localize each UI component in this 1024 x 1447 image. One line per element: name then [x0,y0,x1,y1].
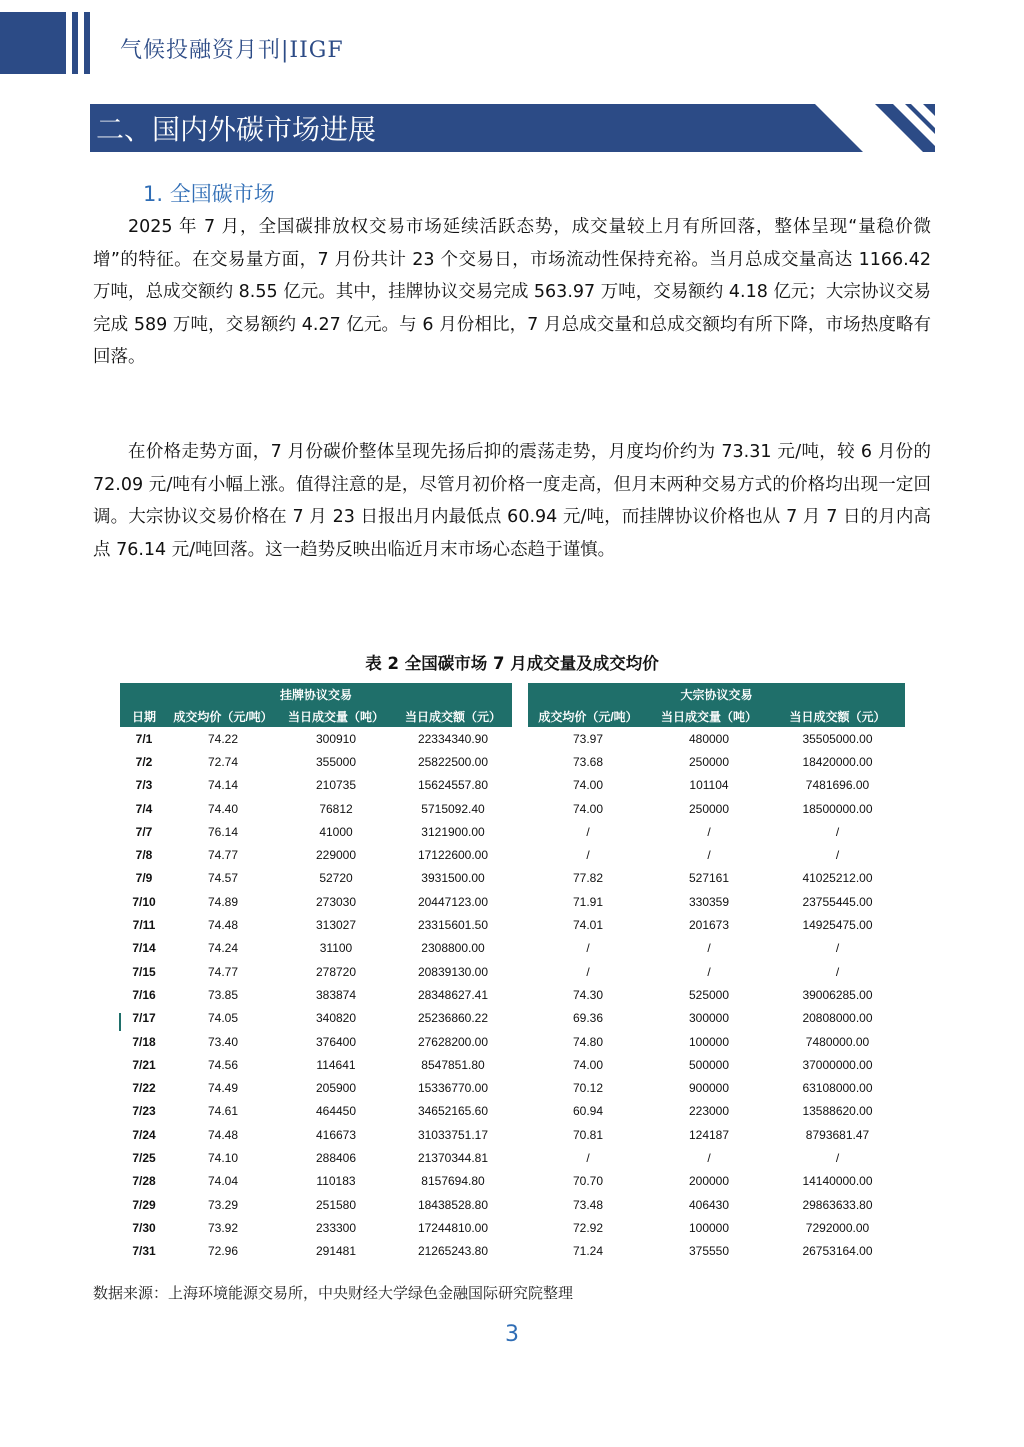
table-cell: 71.24 [572,1244,604,1259]
col-header-listed-price: 成交均价（元/吨） [168,705,278,727]
subsection-title: 1. 全国碳市场 [143,182,275,206]
table-cell: 205900 [315,1081,357,1096]
col-header-block-price: 成交均价（元/吨） [528,705,648,727]
table-cell: 31100 [319,941,353,956]
table-row [120,867,905,890]
table-cell: 250000 [688,754,730,769]
table-cell: 375550 [688,1244,730,1259]
table-row [120,1216,905,1239]
col-header-listed-amount: 当日成交额（元） [394,705,512,727]
table-cell: 464450 [315,1104,357,1119]
table-cell: 7480000.00 [805,1034,870,1049]
table-cell: 29863633.80 [802,1197,873,1212]
table-cell: 74.49 [207,1081,239,1096]
table-cell: 41025212.00 [802,871,873,886]
row-date: 7/15 [132,964,156,979]
table-edge-mark [119,1013,121,1031]
table-cell: 31033751.17 [417,1127,489,1142]
table-cell: 27628200.00 [417,1034,489,1049]
row-date: 7/10 [132,894,156,909]
table-cell: 41000 [319,824,353,839]
table-cell: 5715092.40 [421,801,485,816]
table-cell: 74.24 [207,941,239,956]
table-cell: 74.48 [207,1127,239,1142]
table-cell: 25822500.00 [417,754,489,769]
row-date: 7/2 [135,754,153,769]
carbon-market-table [120,683,905,1263]
table-cell: 74.00 [572,778,604,793]
table-column-header [120,705,905,727]
table-cell: 17122600.00 [417,848,489,863]
table-row [120,843,905,866]
table-cell: / [835,964,840,979]
table-cell: 23315601.50 [417,918,489,933]
table-cell: 291481 [315,1244,357,1259]
table-cell: 416673 [315,1127,357,1142]
table-cell: 20839130.00 [417,964,489,979]
table-cell: 21265243.80 [417,1244,489,1259]
table-cell: 74.77 [207,848,239,863]
table-cell: 300000 [688,1011,730,1026]
col-header-listed-volume: 当日成交量（吨） [278,705,394,727]
table-row [120,913,905,936]
row-date: 7/7 [135,824,153,839]
table-cell: 73.85 [207,987,239,1002]
table-cell: 70.12 [572,1081,604,1096]
table-cell: 74.30 [572,987,604,1002]
table-cell: 2308800.00 [421,941,485,956]
col-header-block-volume: 当日成交量（吨） [648,705,770,727]
table-group-header [120,683,905,705]
table-cell: 70.70 [572,1174,604,1189]
table-row [120,820,905,843]
table-cell: 37000000.00 [802,1057,873,1072]
table-row [120,1053,905,1076]
table-cell: / [586,1150,590,1165]
table-cell: / [707,824,711,839]
table-cell: / [586,941,590,956]
section-title: 二、国内外碳市场进展 [96,113,377,146]
table-cell: 100000 [688,1220,730,1235]
row-date: 7/21 [132,1057,156,1072]
table-cell: 330359 [688,894,730,909]
table-cell: 73.48 [572,1197,604,1212]
table-row [120,937,905,960]
table-cell: 20808000.00 [802,1011,873,1026]
table-row [120,1170,905,1193]
table-cell: 114641 [316,1057,356,1072]
table-cell: 229000 [315,848,357,863]
row-date: 7/11 [132,918,156,933]
table-cell: 18500000.00 [802,801,873,816]
table-cell: 73.29 [207,1197,239,1212]
table-cell: 233300 [315,1220,357,1235]
table-cell: 72.96 [207,1244,239,1259]
table-row [120,1240,905,1263]
table-cell: 406430 [688,1197,730,1212]
table-cell: 124187 [688,1127,730,1142]
row-date: 7/29 [132,1197,156,1212]
table-cell: 34652165.60 [417,1104,489,1119]
table-cell: 22334340.90 [417,731,489,746]
table-row [120,774,905,797]
row-date: 7/9 [135,871,153,886]
row-date: 7/31 [132,1244,156,1259]
table-cell: 340820 [315,1011,357,1026]
table-cell: 74.77 [207,964,239,979]
table-cell: 210735 [315,778,357,793]
row-date: 7/17 [132,1011,156,1026]
table-row [120,1007,905,1030]
table-cell: 527161 [688,871,730,886]
table-cell: 101104 [689,778,729,793]
table-cell: / [707,848,711,863]
table-cell: 76.14 [207,824,239,839]
table-cell: 300910 [315,731,357,746]
section-banner [90,104,935,152]
table-cell: 376400 [315,1034,357,1049]
table-cell: 3931500.00 [421,871,485,886]
table-cell: 525000 [688,987,730,1002]
table-cell: / [707,941,711,956]
table-cell: 26753164.00 [802,1244,873,1259]
table-cell: 8793681.47 [805,1127,870,1142]
row-date: 7/30 [132,1220,156,1235]
table-cell: / [835,941,840,956]
table-cell: 69.36 [572,1011,604,1026]
table-cell: 70.81 [572,1127,604,1142]
table-row [120,983,905,1006]
table-cell: 313027 [315,918,357,933]
table-cell: 250000 [688,801,730,816]
table-cell: 72.74 [207,754,239,769]
table-cell: 7292000.00 [805,1220,870,1235]
table-row [120,797,905,820]
table-cell: 74.05 [207,1011,239,1026]
table-cell: / [586,964,590,979]
table-cell: / [707,964,711,979]
table-cell: 74.40 [207,801,239,816]
table-cell: 73.92 [207,1220,239,1235]
table-cell: / [835,824,840,839]
table-cell: 8157694.80 [421,1174,485,1189]
table-cell: 223000 [688,1104,730,1119]
table-cell: 20447123.00 [417,894,489,909]
table-row [120,1146,905,1169]
table-cell: 355000 [315,754,357,769]
table-cell: 383874 [315,987,357,1002]
table-cell: 15336770.00 [417,1081,489,1096]
table-cell: 74.01 [572,918,604,933]
data-source-note: 数据来源：上海环境能源交易所，中央财经大学绿色金融国际研究院整理 [93,1284,574,1302]
row-date: 7/22 [132,1081,156,1096]
row-date: 7/8 [135,848,153,863]
table-cell: 14925475.00 [802,918,873,933]
table-row [120,1076,905,1099]
table-row [120,1123,905,1146]
table-cell: 17244810.00 [417,1220,489,1235]
table-row [120,727,905,750]
table-cell: 18438528.80 [417,1197,489,1212]
table-cell: 3121900.00 [421,824,485,839]
table-row [120,890,905,913]
table-cell: 500000 [688,1057,730,1072]
row-date: 7/24 [132,1127,156,1142]
row-date: 7/18 [132,1034,156,1049]
table-cell: 13588620.00 [802,1104,873,1119]
table-cell: 39006285.00 [802,987,873,1002]
table-cell: 71.91 [572,894,604,909]
table-cell: 15624557.80 [417,778,489,793]
header-title: 气候投融资月刊|IIGF [120,38,344,63]
table-row [120,750,905,773]
row-date: 7/1 [135,731,153,746]
table-row [120,960,905,983]
table-cell: 74.00 [572,1057,604,1072]
table-cell: 74.57 [207,871,239,886]
table-row [120,1030,905,1053]
row-date: 7/23 [132,1104,156,1119]
table-cell: / [835,1150,840,1165]
table-cell: 74.22 [207,731,239,746]
table-cell: / [586,824,590,839]
table-cell: 73.40 [207,1034,239,1049]
group-header-listed: 挂牌协议交易 [120,683,512,705]
table-cell: 28348627.41 [417,987,489,1002]
table-cell: 74.10 [207,1150,239,1165]
table-cell: 74.89 [207,894,239,909]
table-cell: 23755445.00 [802,894,873,909]
table-cell: 72.92 [572,1220,604,1235]
row-date: 7/3 [135,778,153,793]
row-date: 7/28 [132,1174,156,1189]
table-cell: 76812 [319,801,353,816]
table-cell: 60.94 [572,1104,604,1119]
table-caption: 表 2 全国碳市场 7 月成交量及成交均价 [365,654,659,673]
col-header-date: 日期 [120,705,168,727]
table-cell: 25236860.22 [417,1011,489,1026]
table-cell: 63108000.00 [802,1081,873,1096]
table-cell: / [835,848,840,863]
group-header-block: 大宗协议交易 [528,683,905,705]
row-date: 7/25 [132,1150,156,1165]
table-row [120,1193,905,1216]
table-cell: 77.82 [572,871,604,886]
table-cell: 18420000.00 [802,754,873,769]
table-cell: 100000 [688,1034,730,1049]
table-cell: 52720 [319,871,353,886]
table-cell: 73.68 [572,754,604,769]
table-cell: 35505000.00 [802,731,873,746]
table-cell: 7481696.00 [805,778,870,793]
table-cell: 251580 [315,1197,357,1212]
table-cell: 200000 [688,1174,730,1189]
table-cell: 74.61 [207,1104,239,1119]
table-cell: 74.04 [207,1174,239,1189]
table-cell: 900000 [688,1081,730,1096]
table-cell: 8547851.80 [421,1057,485,1072]
table-cell: / [707,1150,711,1165]
banner-stripes-decoration [815,104,935,152]
table-cell: 74.48 [207,918,239,933]
table-cell: 74.14 [207,778,239,793]
table-cell: 480000 [688,731,730,746]
paragraph-2: 在价格走势方面，7 月份碳价整体呈现先扬后抑的震荡走势，月度均价约为 73.31 元/吨，较 6 月份的 72.09 元/吨有小幅上涨。值得注意的是，尽管月初价格一度走高，但月末两种交易方式的价格均出现一定回调。大宗协议交易价格在 7 月 23 日报出月内最低点 60.94 元/吨，而挂牌协议价格也从 7 月 7 日的月内高点 76.14 元/吨回落。这一趋势反映出临近月末市场心态趋于谨慎。 [93,442,931,560]
table-cell: 74.56 [207,1057,239,1072]
col-header-block-amount: 当日成交额（元） [770,705,905,727]
page-number: 3 [505,1322,519,1347]
table-cell: 21370344.81 [417,1150,489,1165]
row-date: 7/16 [132,987,156,1002]
row-date: 7/4 [135,801,153,816]
table-cell: 273030 [315,894,357,909]
table-cell: 278720 [315,964,357,979]
table-row [120,1100,905,1123]
table-cell: 288406 [315,1150,357,1165]
table-cell: 201673 [688,918,730,933]
row-date: 7/14 [132,941,156,956]
table-cell: 110183 [316,1174,356,1189]
paragraph-1: 2025 年 7 月，全国碳排放权交易市场延续活跃态势，成交量较上月有所回落，整体呈现“量稳价微增”的特征。在交易量方面，7 月份共计 23 个交易日，市场流动性保持充裕。当月总成交量高达 1166.42 万吨，总成交额约 8.55 亿元。其中，挂牌协议交易完成 563.97 万吨，交易额约 4.18 亿元；大宗协议交易完成 589 万吨，交易额约 4.27 亿元。与 6 月份相比，7 月总成交量和总成交额均有所下降，市场热度略有回落。 [93,217,931,367]
table-cell: 74.80 [572,1034,604,1049]
table-cell: 73.97 [572,731,604,746]
table-cell: / [586,848,590,863]
table-cell: 74.00 [572,801,604,816]
table-cell: 14140000.00 [802,1174,873,1189]
